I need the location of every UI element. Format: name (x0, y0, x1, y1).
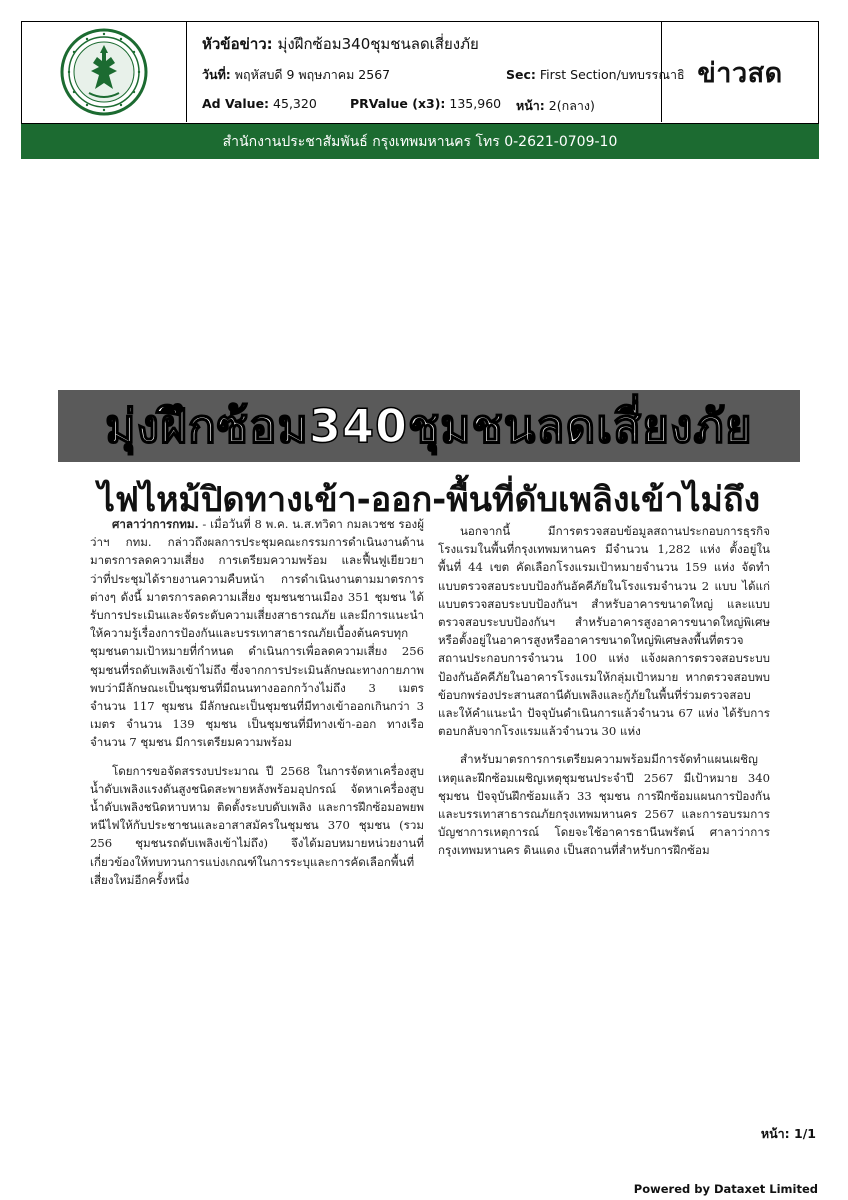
newspaper-name: ข่าวสด (697, 57, 783, 89)
headline-meta-value: มุ่งฝึกซ้อม340ชุมชนลดเสี่ยงภัย (277, 35, 479, 53)
date-value: พฤหัสบดี 9 พฤษภาคม 2567 (234, 67, 391, 82)
pr-value-label: PRValue (x3): (350, 96, 446, 111)
article-subheadline: ไฟไหม้ปิดทางเข้า-ออก-พื้นที่ดับเพลิงเข้าไม่ถึง (97, 480, 761, 520)
page-meta-value: 2(กลาง) (548, 98, 595, 113)
article-column-right (438, 522, 770, 870)
headline-banner (58, 390, 800, 462)
clipping-header (21, 21, 819, 124)
article-headline: มุ่งฝึกซ้อม340ชุมชนลดเสี่ยงภัย (105, 398, 753, 453)
bangkok-city-seal-icon (59, 27, 149, 117)
agency-contact-bar (21, 124, 819, 159)
section-meta-row (506, 65, 685, 85)
section-label: Sec: (506, 67, 536, 82)
ad-value-row (202, 96, 317, 111)
pr-value-row (350, 96, 501, 111)
article-paragraph: นอกจากนี้ มีการตรวจสอบข้อมูลสถานประกอบการธุรกิจโรงแรมในพื้นที่กรุงเทพมหานคร มีจำนวน 1,282 แห่ง ตั้งอยู่ในพื้นที่ 44 เขต คัดเลือกโรงแรมเป้าหมายจำนวน 159 แห่ง จัดทำแบบตรวจสอบระบบป้องกันอัคคีภัยในโรงแรมจำนวน 2 แบบ ได้แก่ แบบตรวจสอบระบบป้องกันฯ สำหรับอาคารขนาดใหญ่ และแบบตรวจสอบระบบป้องกันฯ สำหรับอาคารสูงอาคารขนาดใหญ่พิเศษ หรือตั้งอยู่ในอาคารสูงหรืออาคารขนาดใหญ่พิเศษลงพื้นที่ตรวจสถานประกอบการจำนวน 100 แห่ง แจ้งผลการตรวจสอบระบบป้องกันอัคคีภัยในอาคารโรงแรมให้กลุ่มเป้าหมาย หากตรวจสอบพบข้อบกพร่องประสานสถานีดับเพลิงและกู้ภัยในพื้นที่ร่วมตรวจสอบและให้คำแนะนำ ปัจจุบันดำเนินการแล้วจำนวน 67 แห่ง ได้รับการตอบกลับจากโรงแรมแล้วจำนวน 30 แห่ง (438, 524, 770, 739)
article-paragraph: โดยการขอจัดสรรงบประมาณ ปี 2568 ในการจัดหาเครื่องสูบน้ำดับเพลิงแรงดันสูงชนิดสะพายหลังพร้อมอุปกรณ์ จัดหาเครื่องสูบน้ำดับเพลิงชนิดหาบหาม ติดตั้งระบบดับเพลิง และการฝึกซ้อมอพยพหนีไฟให้กับประชาชนและอาสาสมัครในชุมชน 370 ชุมชน (รวม 256 ชุมชนรถดับเพลิงเข้าไม่ถึง) จึงได้มอบหมายหน่วยงานที่เกี่ยวข้องให้ทบทวนการแบ่งเกณฑ์ในการระบุและการคัดเลือกพื้นที่เสี่ยงใหม่อีกครั้งหนึ่ง (90, 763, 424, 887)
agency-contact-text: สำนักงานประชาสัมพันธ์ กรุงเทพมหานคร โทร 0-2621-0709-10 (222, 133, 618, 150)
article-dateline: ศาลาว่าการกทม. (112, 517, 199, 531)
article-paragraph: สำหรับมาตรการการเตรียมความพร้อมมีการจัดทำแผนเผชิญเหตุและฝึกซ้อมเผชิญเหตุชุมชนประจำปี 2567 มีเป้าหมาย 340 ชุมชน ปัจจุบันฝึกซ้อมแล้ว 33 ชุมชน การฝึกซ้อมแผนการป้องกันและบรรเทาสาธารณภัยกรุงเทพมหานคร 2567 และการอบรมการบัญชาการเหตุการณ์ โดยจะใช้อาคารธานีนพรัตน์ ศาลาว่าการกรุงเทพมหานคร ดินแดง เป็นสถานที่สำหรับการฝึกซ้อม (438, 752, 770, 858)
date-meta-row (202, 65, 390, 85)
article-paragraph (90, 515, 424, 752)
date-label: วันที่: (202, 67, 231, 82)
source-cell (661, 22, 818, 122)
page-meta-row (516, 96, 595, 116)
page-meta-label: หน้า: (516, 98, 545, 113)
headline-meta-row (202, 32, 479, 56)
headline-meta-label: หัวข้อข่าว: (202, 35, 273, 53)
pr-value: 135,960 (449, 96, 502, 111)
ad-value: 45,320 (273, 96, 317, 111)
section-value: First Section/บทบรรณาธิ (539, 67, 685, 82)
page-indicator: หน้า: 1/1 (760, 1126, 816, 1141)
article-paragraph-text: - เมื่อวันที่ 8 พ.ค. น.ส.ทวิดา กมลเวชช รองผู้ว่าฯ กทม. กล่าวถึงผลการประชุมคณะกรรมการดำเนินงานด้านมาตรการลดความเสี่ยง การเตรียมความพร้อม และฟื้นฟูเยียวยา ว่าที่ประชุมได้รายงานความคืบหน้า การดำเนินงานตามมาตรการต่างๆ ดังนี้ มาตรการลดความเสี่ยง ชุมชนชานเมือง 351 ชุมชน ได้รับการประเมินและจัดระดับความเสี่ยงสาธารณภัย และมีการแนะนำ ให้ความรู้เรื่องการป้องกันและบรรเทาสาธารณภัยเบื้องต้นครบทุกชุมชนตามเป้าหมายที่กำหนด ดำเนินการเพื่อลดความเสี่ยง 256 ชุมชนที่รถดับเพลิงเข้าไม่ถึง ซึ่งจากการประเมินลักษณะทางกายภาพพบว่ามีลักษณะเป็นชุมชนที่มีถนนทางออกกว้างไม่ถึง 3 เมตร จำนวน 117 ชุมชน มีลักษณะเป็นชุมชนที่มีทางเข้าออกเกินกว่า 3 เมตร จำนวน 139 ชุมชน เป็นชุมชนที่มีทางเข้า-ออก ทางเรือ จำนวน 7 ชุมชน มีการเตรียมความพร้อม (90, 517, 424, 750)
powered-by-footer: Powered by Dataxet Limited (633, 1182, 818, 1196)
logo-cell (22, 22, 187, 122)
article-column-left (90, 515, 424, 899)
ad-value-label: Ad Value: (202, 96, 270, 111)
clipping-metadata (202, 22, 685, 122)
